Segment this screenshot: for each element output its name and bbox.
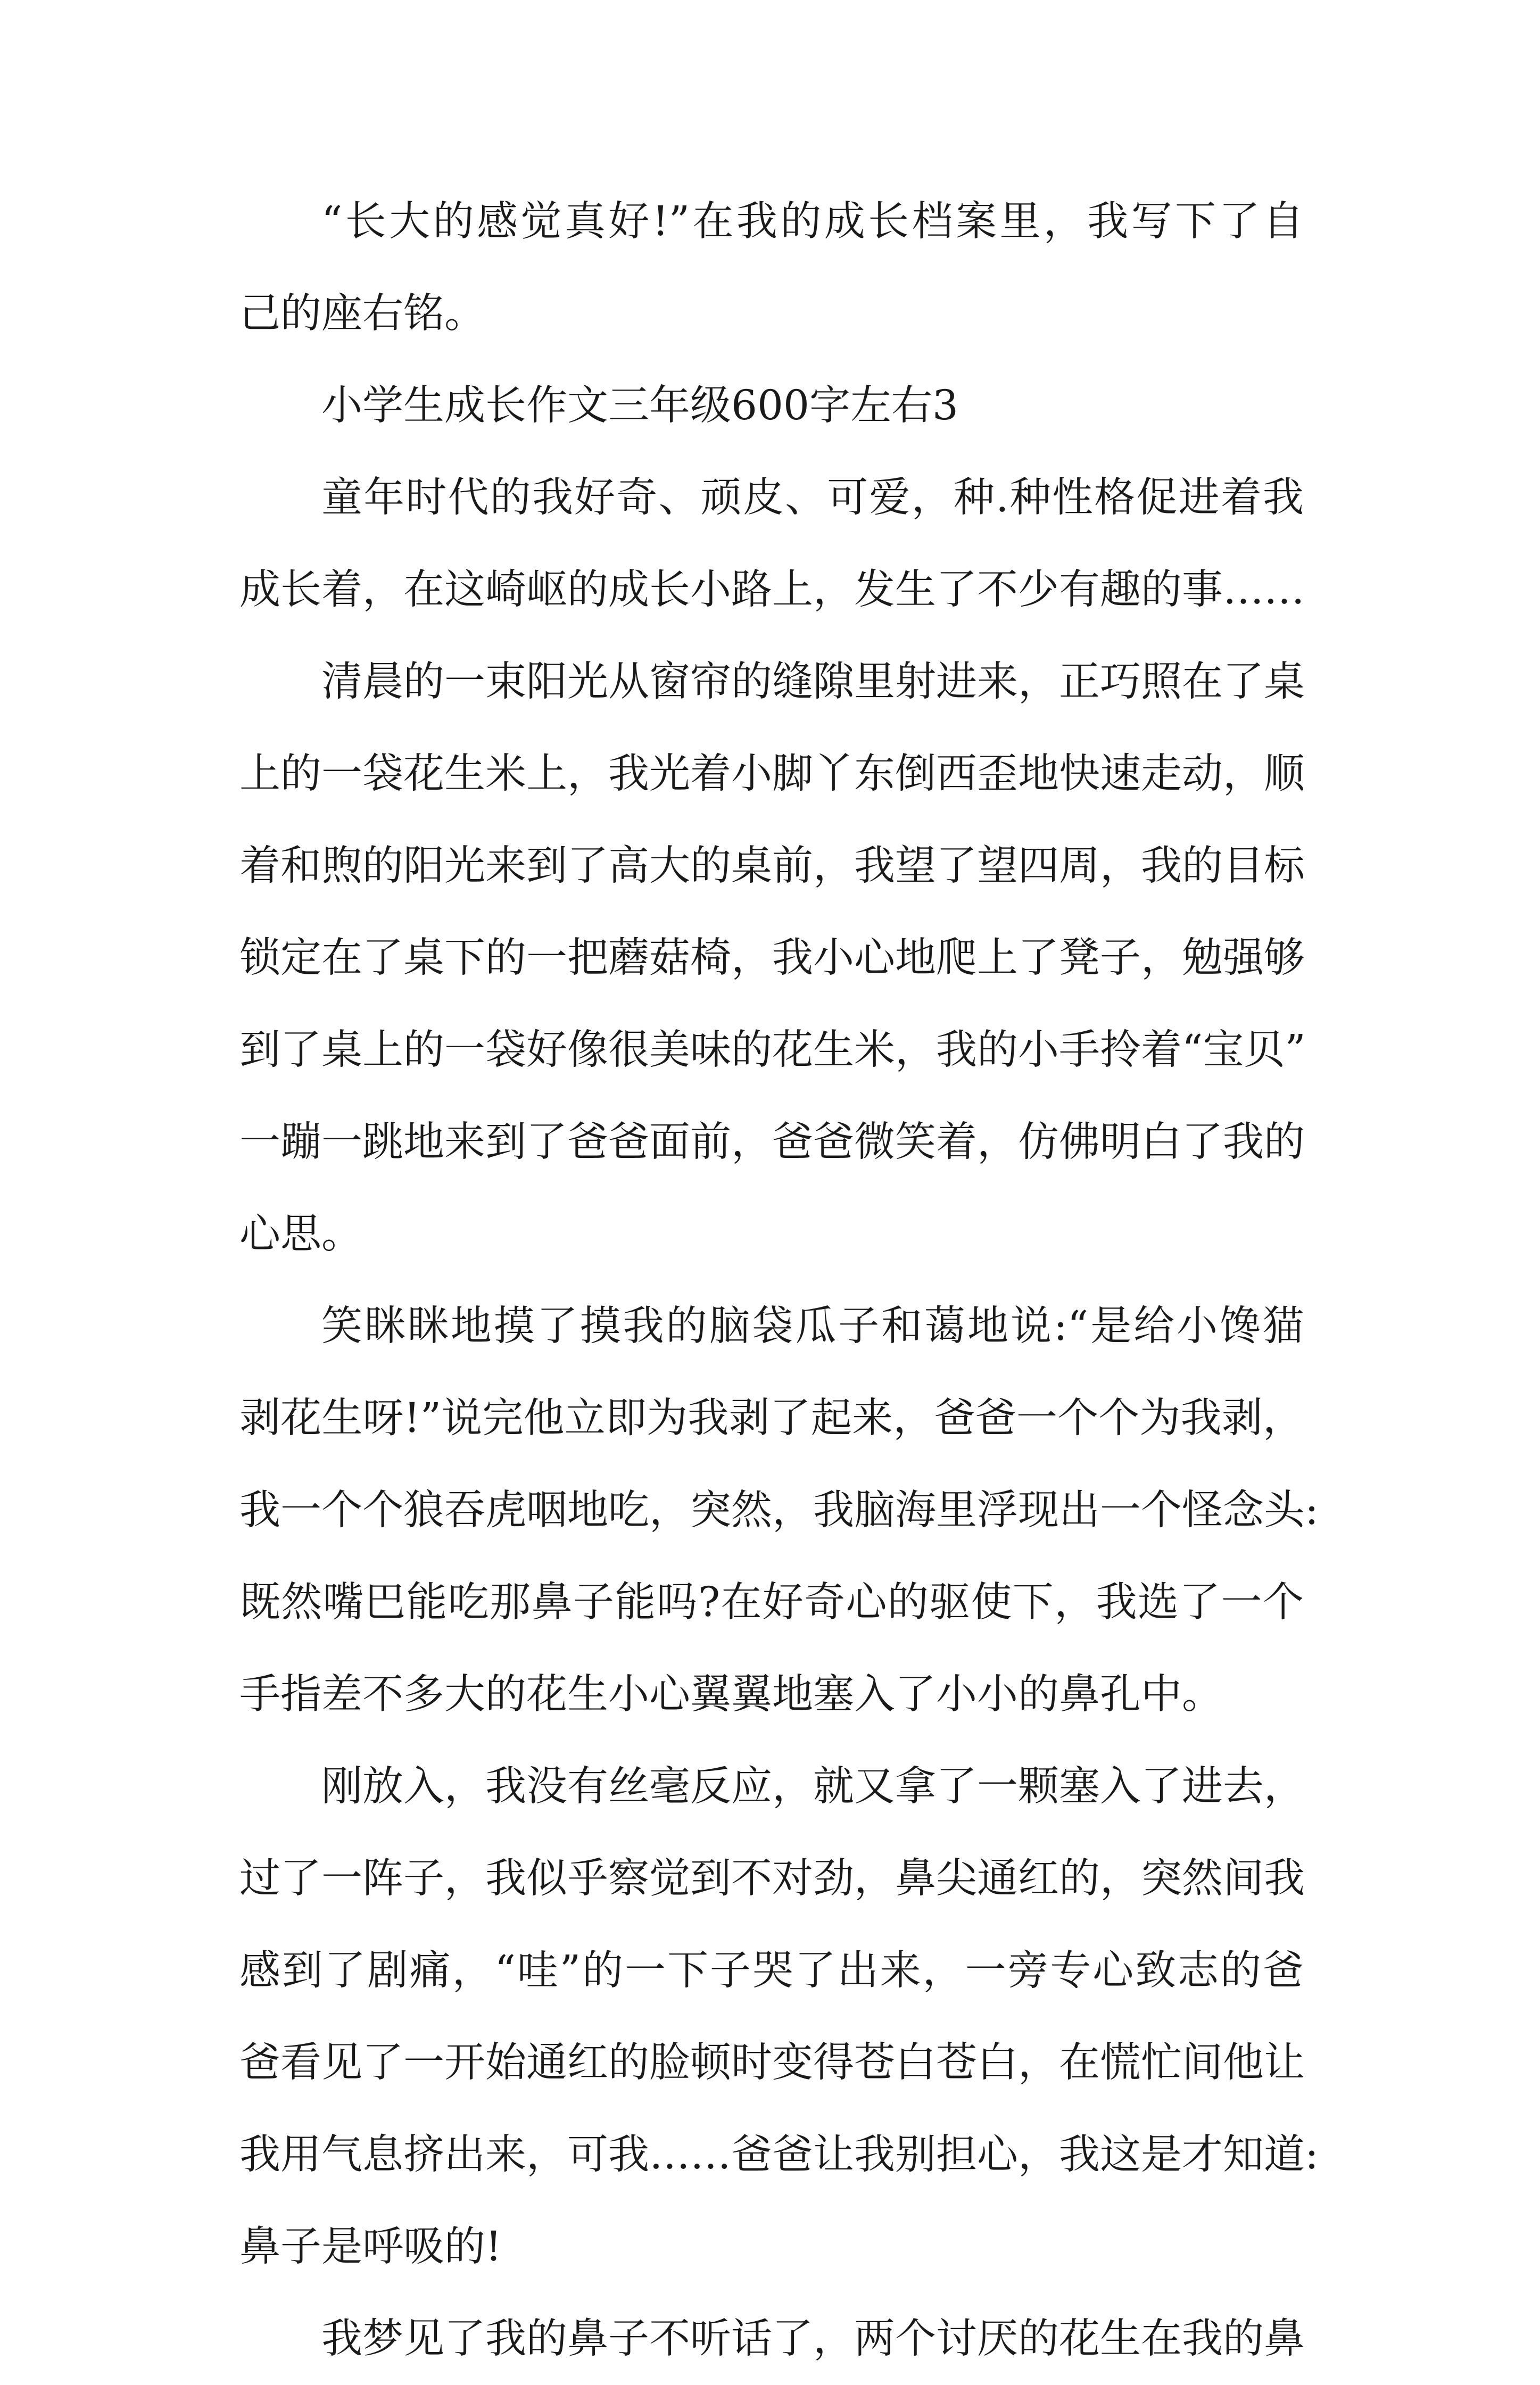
text-line: 一蹦一跳地来到了爸爸面前，爸爸微笑着，仿佛明白了我的 xyxy=(239,1119,1305,1166)
text-line: 感到了剧痛，“哇”的一下子哭了出来，一旁专心致志的爸 xyxy=(239,1947,1304,1994)
text-line: 己的座右铭。 xyxy=(239,290,485,337)
text-line: 笑眯眯地摸了摸我的脑袋瓜子和蔼地说:“是给小馋猫 xyxy=(321,1303,1304,1350)
text-line: 爸看见了一开始通红的脸顿时变得苍白苍白，在慌忙间他让 xyxy=(239,2039,1305,2086)
text-line: 清晨的一束阳光从窗帘的缝隙里射进来，正巧照在了桌 xyxy=(321,658,1305,706)
text-line: 我一个个狼吞虎咽地吃，突然，我脑海里浮现出一个怪念头: xyxy=(239,1487,1319,1534)
text-line: 成长着，在这崎岖的成长小路上，发生了不少有趣的事…… xyxy=(239,566,1305,614)
text-line: 鼻子是呼吸的! xyxy=(239,2223,502,2271)
text-line: 着和煦的阳光来到了高大的桌前，我望了望四周，我的目标 xyxy=(239,842,1305,890)
document-body xyxy=(239,176,1319,2385)
text-line: 既然嘴巴能吃那鼻子能吗?在好奇心的驱使下，我选了一个 xyxy=(239,1579,1304,1626)
text-line: 上的一袋花生米上，我光着小脚丫东倒西歪地快速走动，顺 xyxy=(239,750,1305,798)
text-line: 童年时代的我好奇、顽皮、可爱，种.种性格促进着我 xyxy=(321,474,1304,521)
text-line: 手指差不多大的花生小心翼翼地塞入了小小的鼻孔中。 xyxy=(239,1671,1223,1718)
section-heading: 小学生成长作文三年级600字左右3 xyxy=(321,382,958,429)
text-line: 心思。 xyxy=(239,1211,362,1258)
text-line: 锁定在了桌下的一把蘑菇椅，我小心地爬上了凳子，勉强够 xyxy=(239,934,1305,982)
text-line: 到了桌上的一袋好像很美味的花生米，我的小手拎着“宝贝” xyxy=(239,1026,1306,1074)
text-line: “长大的感觉真好!”在我的成长档案里，我写下了自 xyxy=(321,198,1304,245)
text-line: 过了一阵子，我似乎察觉到不对劲，鼻尖通红的，突然间我 xyxy=(239,1855,1305,1902)
text-line: 我用气息挤出来，可我……爸爸让我别担心，我这是才知道: xyxy=(239,2131,1319,2179)
text-line: 刚放入，我没有丝毫反应，就又拿了一颗塞入了进去， xyxy=(321,1763,1305,1810)
text-line: 剥花生呀!”说完他立即为我剥了起来，爸爸一个个为我剥， xyxy=(239,1395,1304,1442)
text-line: 我梦见了我的鼻子不听话了，两个讨厌的花生在我的鼻 xyxy=(321,2315,1305,2363)
